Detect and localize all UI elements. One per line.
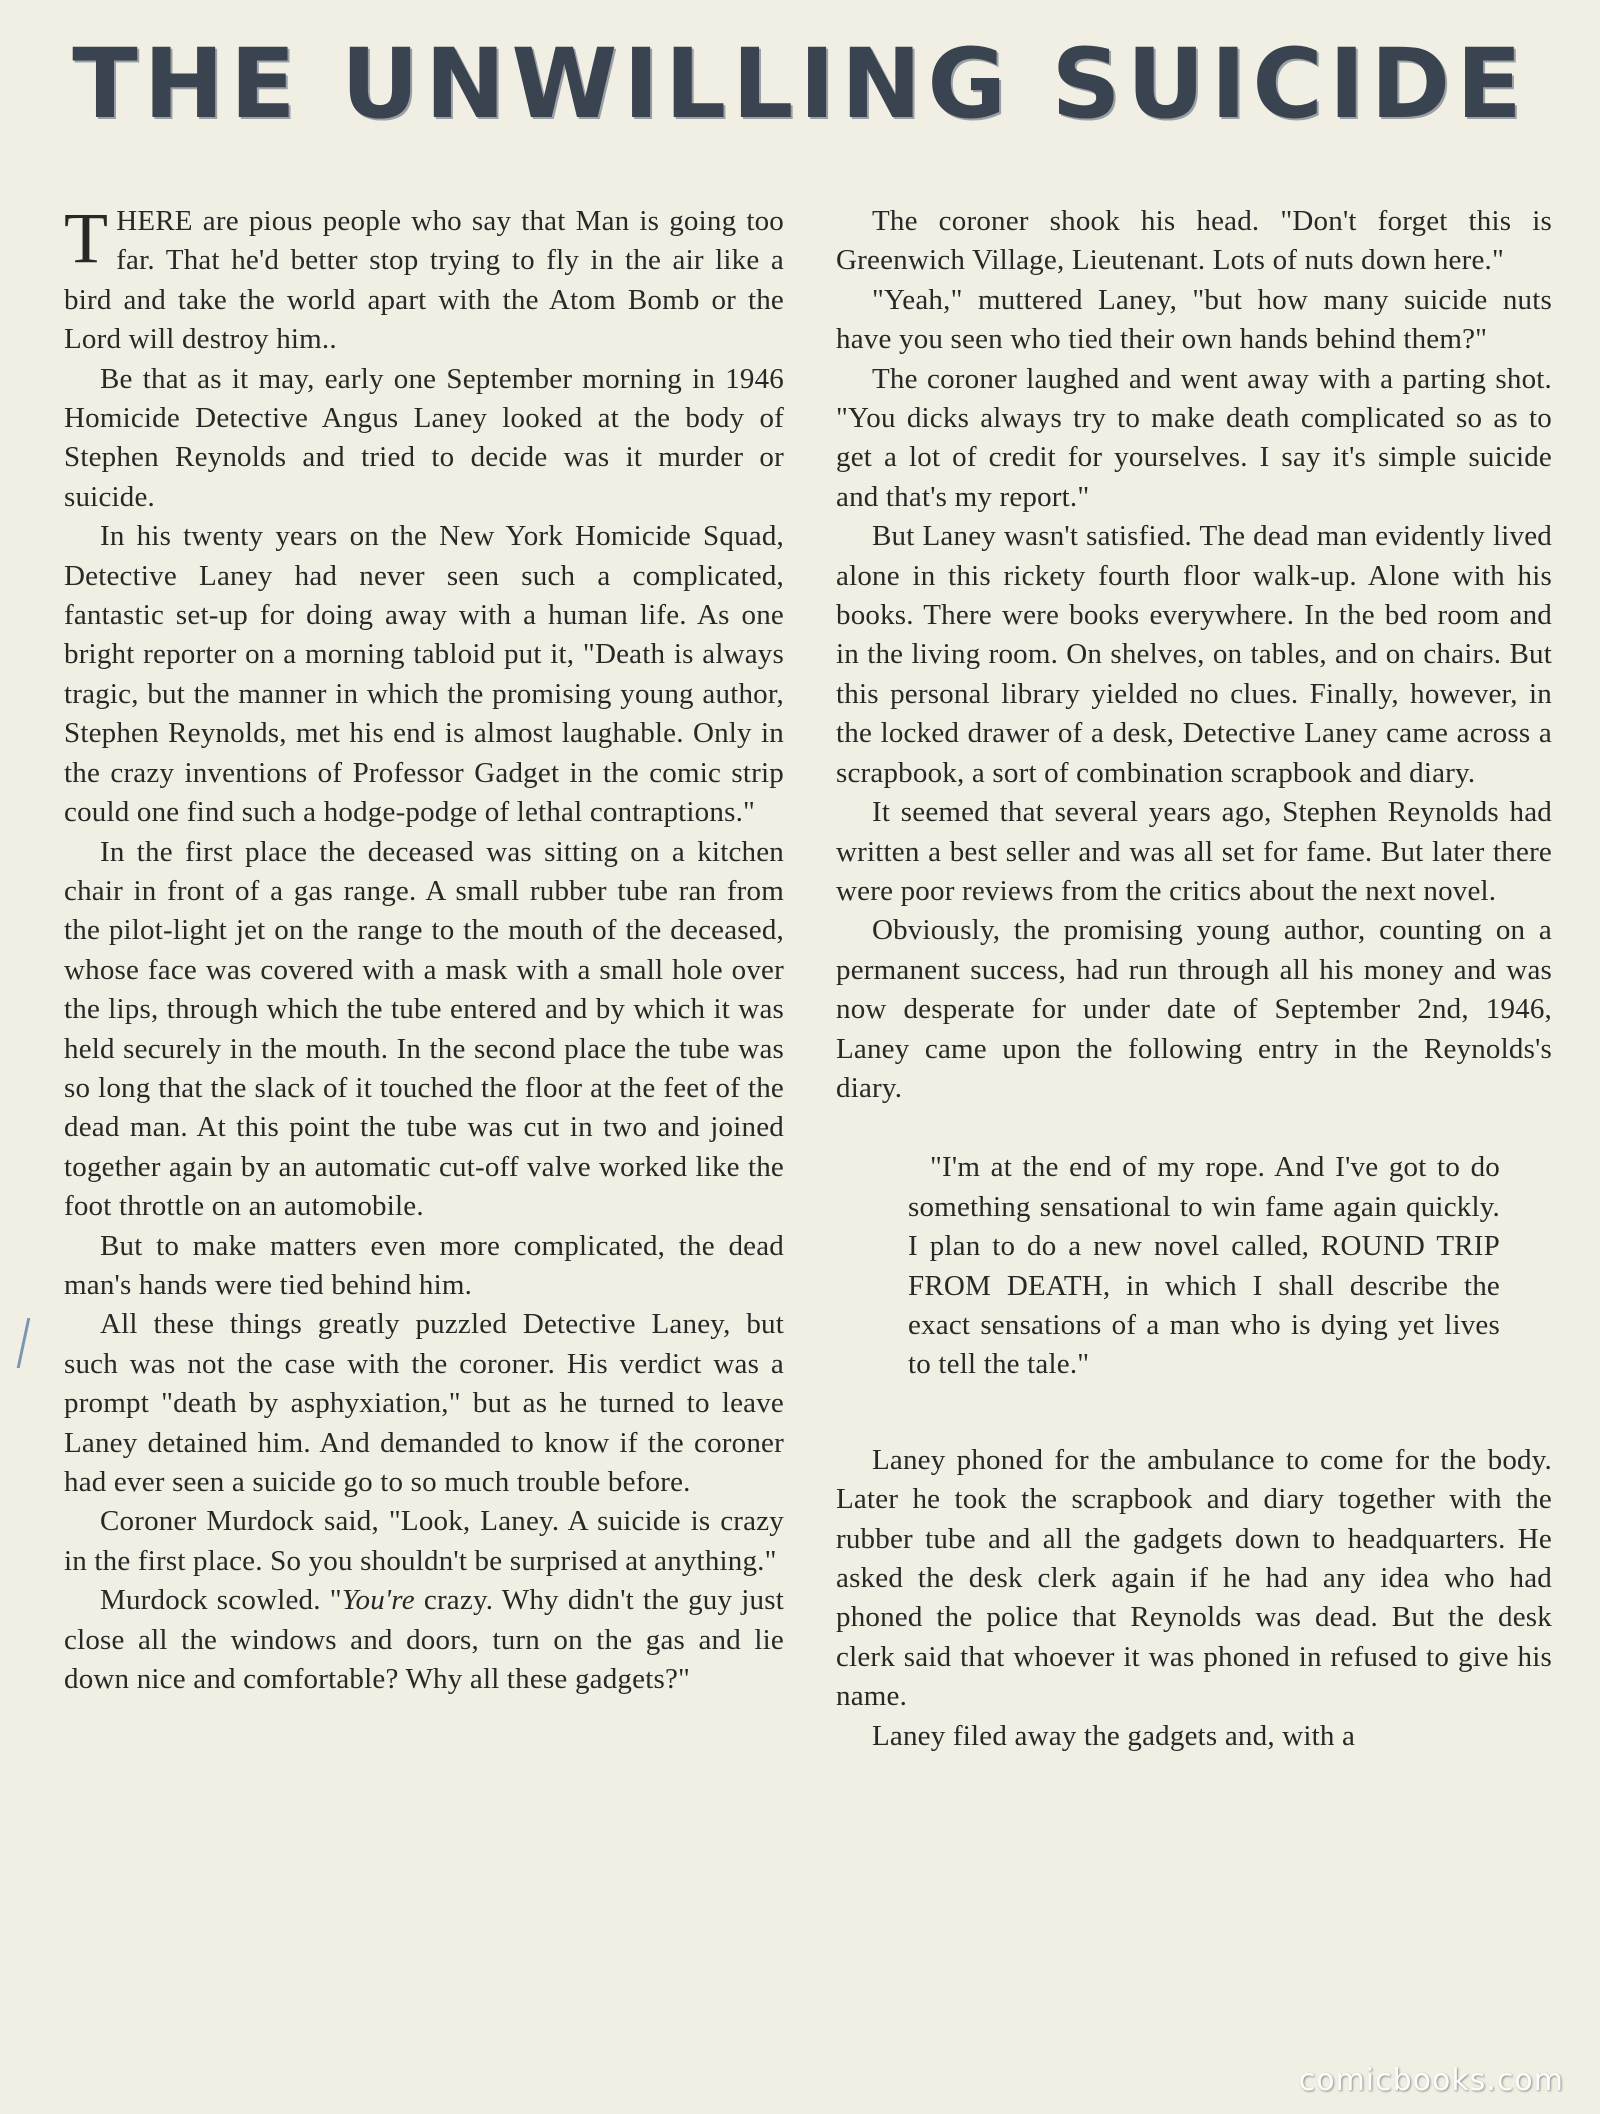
paragraph: But to make matters even more complicated, the dead man's hands were tied behind him. — [64, 1229, 784, 1301]
paragraph: All these things greatly puzzled Detective Laney, but such was not the case with the coroner. His verdict was a prompt "death by asphyxiation," but as he turned to leave Laney detained him. And demanded to know if the coroner had ever seen a suicide go to so much trouble before. — [64, 1308, 784, 1498]
paragraph: In the first place the deceased was sitting on a kitchen chair in front of a gas range. A small rubber tube ran from the pilot-light jet on the range to the mouth of the deceased, whose face was covered with a mask with a small hole over the lips, through which the tube entered and by which it was held securely in the mouth. In the second place the tube was so long that the slack of it touched the floor at the feet of the dead man. At this point the tube was cut in two and joined together again by an automatic cut-off valve worked like the foot throttle on an automobile. — [64, 835, 784, 1223]
paragraph-text: Murdock scowled. " — [100, 1584, 342, 1617]
quote-text: "I'm at the end of my rope. And I've got to do something sensational to win fame again quickly. I plan to do a new novel called, — [908, 1151, 1500, 1263]
drop-cap: T — [64, 198, 109, 278]
paragraph — [64, 198, 784, 360]
paragraph: Laney filed away the gadgets and, with a — [872, 1719, 1356, 1752]
paragraph: Coroner Murdock said, "Look, Laney. A suicide is crazy in the first place. So you shouldn't be surprised at anything." — [64, 1505, 784, 1577]
paragraph: It seemed that several years ago, Stephen Reynolds had written a best seller and was all set for fame. But later there were poor reviews from the critics about the next novel. — [836, 796, 1552, 907]
paragraph: The coroner shook his head. "Don't forget this is Greenwich Village, Lieutenant. Lots of nuts down here." — [836, 205, 1552, 277]
watermark: comicbooks.com — [1298, 2063, 1564, 2098]
paragraph: Laney phoned for the ambulance to come for the body. Later he took the scrapbook and diary together with the rubber tube and all the gadgets down to headquarters. He asked the desk clerk again if he had any idea who had phoned the police that Reynolds was dead. But the desk clerk said that whoever it was phoned in refused to give his name. — [836, 1443, 1552, 1713]
paragraph: But Laney wasn't satisfied. The dead man evidently lived alone in this rickety fourth floor walk-up. Alone with his books. There were books everywhere. In the bed room and in the living room. On shelves, on tables, and on chairs. But this personal library yielded no clues. Finally, however, in the locked drawer of a desk, Detective Laney came across a scrapbook, a sort of combination scrapbook and diary. — [836, 520, 1552, 789]
left-column — [64, 198, 785, 1699]
novel-title: ROUND TRIP FROM DEATH — [908, 1230, 1500, 1302]
paragraph-text: crazy. Why didn't the guy just close all the windows and doors, turn on the gas and lie down nice and comfortable? Why all these gadgets?" — [64, 1584, 785, 1696]
ink-mark — [17, 1318, 39, 1368]
emphasis-text: You're — [341, 1584, 415, 1617]
right-column — [836, 202, 1552, 1756]
paragraph: Be that as it may, early one September morning in 1946 Homicide Detective Angus Laney looked at the body of Stephen Reynolds and tried to decide was it murder or suicide. — [64, 362, 784, 513]
paragraph-text: HERE are pious people who say that Man is going too far. That he'd better stop trying to fly in the air like a bird and take the world apart with the Atom Bomb or the Lord will destroy him.. — [64, 205, 784, 356]
quote-text: , in which I shall describe the exact sensations of a man who is dying yet lives to tell the tale." — [908, 1269, 1500, 1381]
paragraph — [64, 1581, 784, 1699]
story-title: THE UNWILLING SUICIDE — [72, 28, 1528, 140]
diary-quote — [908, 1148, 1500, 1384]
paragraph: "Yeah," muttered Laney, "but how many suicide nuts have you seen who tied their own hands behind them?" — [836, 283, 1552, 356]
paragraph: Obviously, the promising young author, counting on a permanent success, had run through all his money and was now desperate for under date of September 2nd, 1946, Laney came upon the following entry in the Reynolds's diary. — [836, 914, 1552, 1104]
paragraph: The coroner laughed and went away with a parting shot. "You dicks always try to make death complicated so as to get a lot of credit for yourselves. I say it's simple suicide and that's my report." — [836, 362, 1552, 513]
paragraph: In his twenty years on the New York Homicide Squad, Detective Laney had never seen such a complicated, fantastic set-up for doing away with a human life. As one bright reporter on a morning tabloid put it, "Death is always tragic, but the manner in which the promising young author, Stephen Reynolds, met his end is almost laughable. Only in the crazy inventions of Professor Gadget in the comic strip could one find such a hodge-podge of lethal contraptions." — [64, 520, 784, 829]
